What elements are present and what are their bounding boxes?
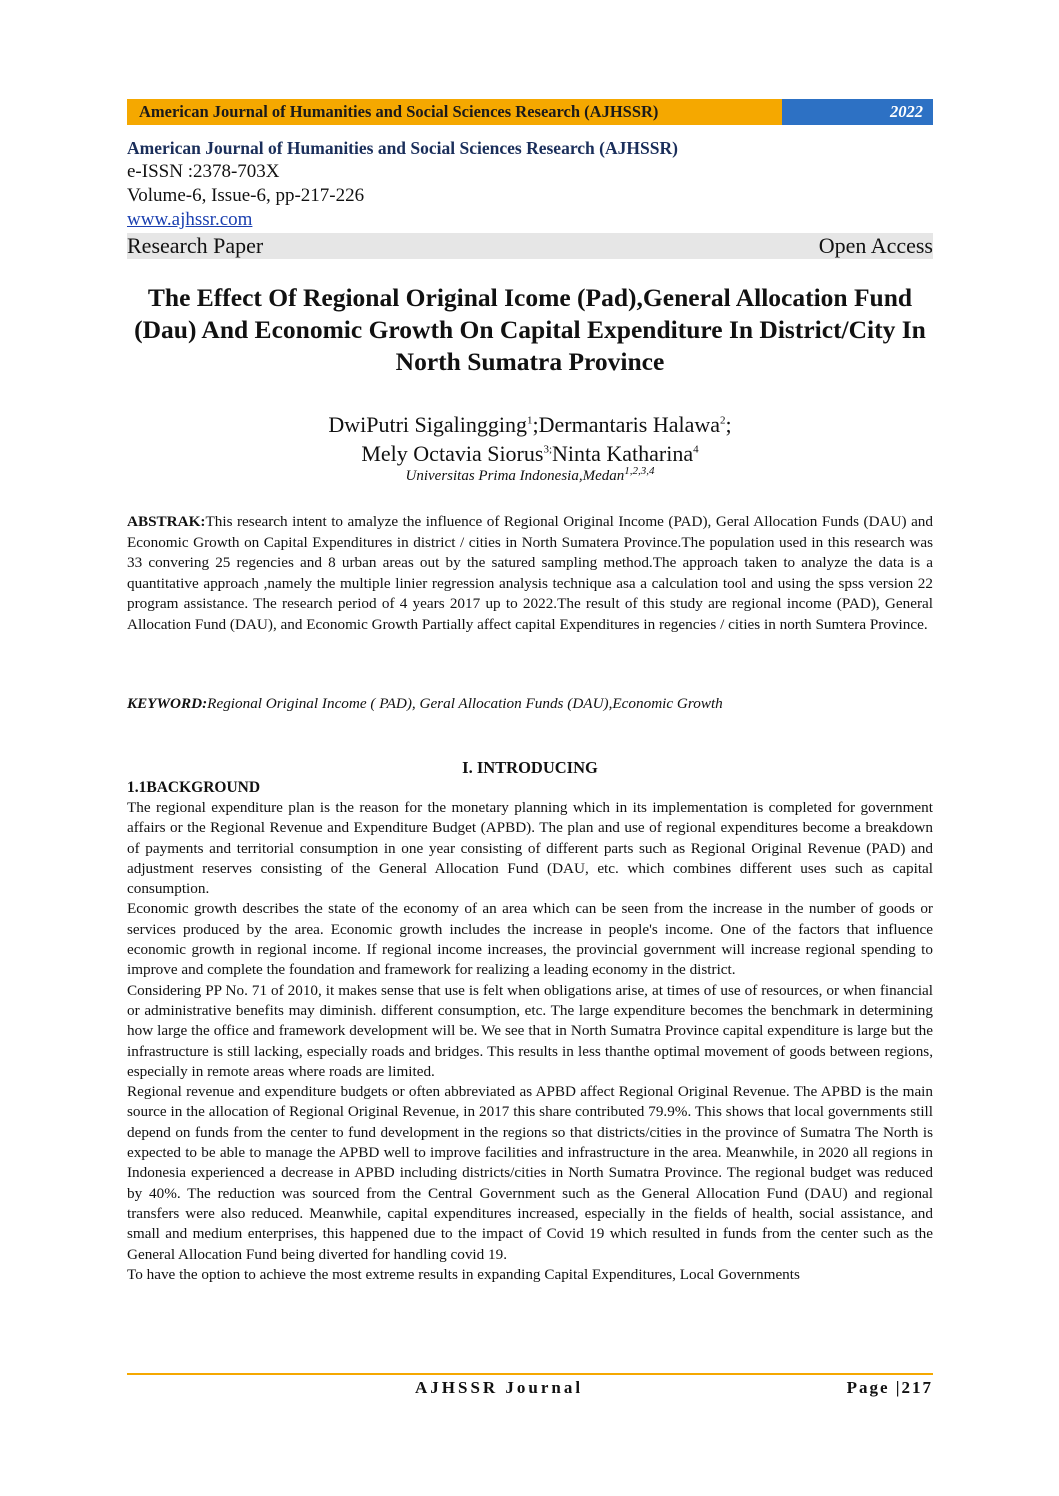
body-text [127,798,933,1285]
author-sup: 4 [693,443,699,456]
page-footer [127,1378,933,1402]
paragraph: Economic growth describes the state of the economy of an area which can be seen from the increase in the number of goods or services produced by the area. Economic growth includes the increase in people's income. One of the factors that influence economic growth in regional income. If regional income increases, the provincial government will increase regional spending to improve and complete the foundation and framework for realizing a leading economy in the district. [127,900,933,979]
keywords-text: Regional Original Income ( PAD), Geral Allocation Funds (DAU),Economic Growth [207,695,723,712]
journal-meta [127,136,933,259]
author-sup: 2 [720,414,726,427]
paragraph: Regional revenue and expenditure budgets or often abbreviated as APBD affect Regional Original Revenue. The APBD is the main source in the allocation of Regional Original Revenue, in 2017 this share contributed 79.9%. This shows that local governments still depend on funds from the center to fund development in the regions so that districts/cities in the province of Sumatra The North is expected to be able to manage the APBD well to improve facilities and infrastructure in the area. Meanwhile, in 2020 all regions in Indonesia experienced a decrease in APBD including districts/cities in North Sumatra Province. The regional budget was reduced by 40%. The reduction was sourced from the Central Government such as the General Allocation Fund (DAU) and regional transfers were also reduced. Meanwhile, capital expenditures increased, especially in the fields of health, social assistance, and small and medium enterprises, this happened due to the impact of Covid 19 which resulted in funds from the center such as the General Allocation Fund being diverted for handling covid 19. [127,1083,933,1263]
abstract-text: This research intent to amalyze the influence of Regional Original Income (PAD), Geral Allocation Funds (DAU) and Economic Growth on Capital Expenditures in district / cities in North Sumatera Province.The population used in this research was 33 convering 25 regencies and 8 urban areas out by the satured sampling method.The approach taken to analyze the data is a quantitative approach ,namely the multiple linier regression analysis technique asa a calculation tool and using the spss version 22 program assistance. The research period of 4 years 2017 up to 2022.The result of this study are regional income (PAD), General Allocation Fund (DAU), and Economic Growth Partially affect capital Expenditures in regencies / cities in north Sumtera Province. [127,513,933,633]
author-name: ;Dermantaris Halawa [532,412,721,437]
keywords-label: KEYWORD: [127,695,208,712]
author-list [127,410,933,468]
banner-journal-name: American Journal of Humanities and Social Sciences Research (AJHSSR) [127,99,782,125]
paper-type: Research Paper [127,233,264,258]
paragraph: To have the option to achieve the most extreme results in expanding Capital Expenditures, Local Governments [127,1265,800,1283]
meta-journal-name: American Journal of Humanities and Social Sciences Research (AJHSSR) [127,138,678,158]
section-heading: I. INTRODUCING [462,758,598,777]
paragraph: Considering PP No. 71 of 2010, it makes sense that use is felt when obligations arise, at times of use of resources, or when financial or administrative benefits may diminish. different consumption, etc. The large expenditure becomes the benchmark in determining how large the office and framework development will be. We see that in North Sumatra Province capital expenditure is large but the infrastructure is still lacking, especially roads and bridges. This results in less thanthe optimal movement of goods between regions, especially in remote areas where roads are limited. [127,981,933,1080]
footer-divider [127,1373,933,1375]
affiliation [127,465,933,485]
footer-page-number: Page |217 [846,1378,933,1397]
meta-volume: Volume-6, Issue-6, pp-217-226 [127,185,365,206]
paper-title: The Effect Of Regional Original Icome (Pad),General Allocation Fund (Dau) And Economic Growth On Capital Expenditure In District/City In North Sumatra Province [134,283,926,376]
affiliation-name: Universitas Prima Indonesia,Medan [405,468,625,484]
author-sup: 3; [543,443,553,456]
website-link[interactable]: www.ajhssr.com [127,209,253,230]
meta-eissn: e-ISSN :2378-703X [127,161,280,182]
subsection-heading: 1.1BACKGROUND [127,779,261,796]
meta-type-bar [127,233,933,259]
abstract [127,512,933,635]
footer-journal: AJHSSR Journal [415,1378,584,1397]
journal-banner [127,99,933,125]
paragraph: The regional expenditure plan is the reason for the monetary planning which in its implementation is completed for government affairs or the Regional Revenue and Expenditure Budget (APBD). The plan and use of regional expenditures become a breakdown of payments and territorial consumption in one year consisting of different parts such as Regional Original Revenue (PAD) and adjustment reserves consisting of the General Allocation Fund (DAU, etc. which combines different uses such as capital consumption. [127,799,933,898]
author-name: Ninta Katharina [552,441,694,466]
banner-year: 2022 [782,99,933,125]
author-name: DwiPutri Sigalingging [328,412,527,437]
author-separator: ; [725,412,732,437]
abstract-label: ABSTRAK: [127,513,206,530]
access-type: Open Access [818,233,933,258]
author-sup: 1 [526,414,533,427]
affiliation-sup: 1,2,3,4 [624,465,655,477]
author-name: Mely Octavia Siorus [361,441,544,466]
keywords [127,695,933,713]
